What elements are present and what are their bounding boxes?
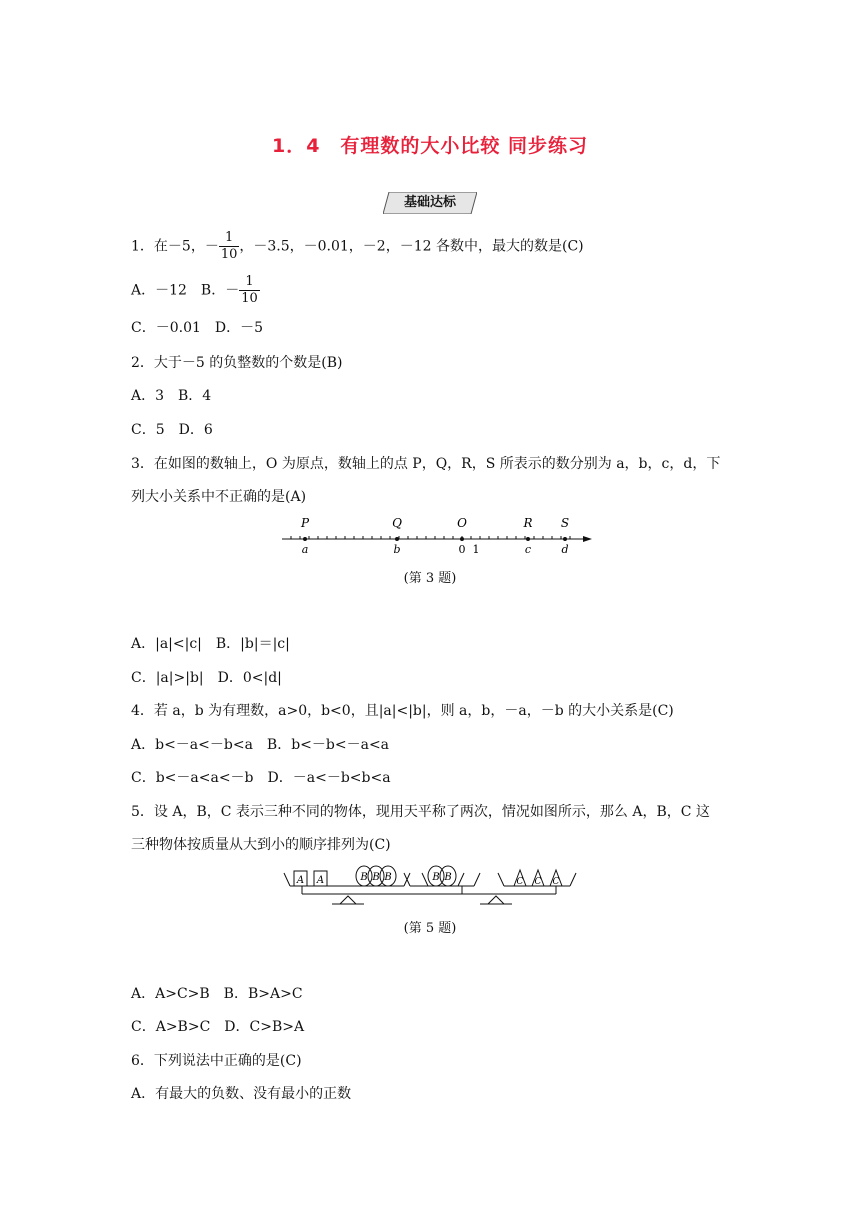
q5-options-cd: C．A>B>C D．C>B>A bbox=[131, 1019, 305, 1035]
q1-optb-den: 10 bbox=[241, 291, 258, 306]
q3-stem-line1: 3．在如图的数轴上，O 为原点，数轴上的点 P，Q，R，S 所表示的数分别为 a，b，c，d，下 bbox=[131, 456, 721, 472]
page-title: 1．4 有理数的大小比较 同步练习 bbox=[271, 135, 589, 157]
q3-options-cd: C．|a|>|b| D．0<|d| bbox=[131, 670, 282, 686]
point-q bbox=[395, 537, 399, 541]
weight-c-1-label: C bbox=[516, 877, 524, 887]
q1-stem-part2: ，－3.5，－0.01，－2，－12 各数中，最大的数是(C) bbox=[239, 238, 584, 255]
q1-frac-num: 1 bbox=[219, 230, 240, 247]
q1-options-ab bbox=[131, 274, 260, 307]
weight-b-2-label: B bbox=[372, 872, 380, 883]
q3-caption: (第 3 题) bbox=[403, 571, 457, 586]
number-line-figure bbox=[280, 512, 600, 558]
point-o bbox=[460, 537, 464, 541]
weight-b-3-label: B bbox=[384, 872, 392, 883]
q2-options-ab: A．3 B．4 bbox=[131, 388, 212, 404]
point-p bbox=[303, 537, 307, 541]
label-one: 1 bbox=[472, 543, 480, 556]
q1-opt-a: A．－12 B．－ bbox=[131, 282, 240, 299]
q4-options-ab: A．b<－a<－b<a B．b<－b<－a<a bbox=[131, 737, 390, 753]
q1-optb-num: 1 bbox=[239, 274, 260, 291]
q4-stem: 4．若 a，b 为有理数，a>0，b<0，且|a|<|b|，则 a，b，－a，－b 的大小关系是(C) bbox=[131, 703, 674, 719]
q5-caption: (第 5 题) bbox=[403, 921, 457, 936]
q3-stem-line2: 列大小关系中不正确的是(A) bbox=[131, 489, 307, 505]
label-b: b bbox=[393, 543, 401, 556]
label-q: Q bbox=[392, 516, 402, 530]
section-badge bbox=[383, 192, 477, 214]
q1-options-cd: C．－0.01 D．－5 bbox=[131, 320, 264, 336]
q6-stem: 6．下列说法中正确的是(C) bbox=[131, 1053, 302, 1069]
weight-b-5-label: B bbox=[444, 872, 452, 883]
section-badge-label: 基础达标 bbox=[403, 195, 456, 210]
weight-a-1-label: A bbox=[296, 875, 305, 886]
q6-option-a: A．有最大的负数、没有最小的正数 bbox=[131, 1086, 352, 1102]
q1-optb-fraction bbox=[239, 274, 260, 307]
weight-c-2-label: C bbox=[534, 877, 542, 887]
label-s: S bbox=[560, 516, 570, 530]
q2-options-cd: C．5 D．6 bbox=[131, 422, 213, 438]
label-c: c bbox=[524, 543, 532, 556]
weight-b-1-label: B bbox=[360, 872, 368, 883]
point-s bbox=[563, 537, 567, 541]
label-o: O bbox=[457, 516, 467, 530]
label-a: a bbox=[301, 543, 309, 556]
label-p: P bbox=[300, 516, 310, 530]
label-r: R bbox=[523, 516, 533, 530]
q1-stem bbox=[131, 230, 584, 263]
q3-options-ab: A．|a|<|c| B．|b|＝|c| bbox=[131, 636, 290, 652]
q5-options-ab: A．A>C>B B．B>A>C bbox=[131, 986, 303, 1002]
point-r bbox=[526, 537, 530, 541]
q5-stem-line2: 三种物体按质量从大到小的顺序排列为(C) bbox=[131, 837, 391, 853]
weight-a-2-label: A bbox=[316, 875, 325, 886]
balance-scale-2 bbox=[422, 866, 576, 904]
balance-scales-figure bbox=[280, 858, 592, 910]
q5-stem-line1: 5．设 A，B，C 表示三种不同的物体，现用天平称了两次，情况如图所示，那么 A，B，C 这 bbox=[131, 804, 710, 820]
q1-frac-den: 10 bbox=[220, 247, 238, 262]
weight-c-3-label: C bbox=[552, 877, 560, 887]
q4-options-cd: C．b<－a<a<－b D．－a<－b<b<a bbox=[131, 770, 391, 786]
label-d: d bbox=[561, 543, 569, 556]
q2-stem: 2．大于－5 的负整数的个数是(B) bbox=[131, 355, 343, 371]
q1-fraction bbox=[219, 230, 240, 263]
weight-b-4-label: B bbox=[432, 872, 440, 883]
q1-stem-part1: 1．在－5，－ bbox=[131, 238, 219, 255]
label-zero: 0 bbox=[458, 543, 466, 556]
